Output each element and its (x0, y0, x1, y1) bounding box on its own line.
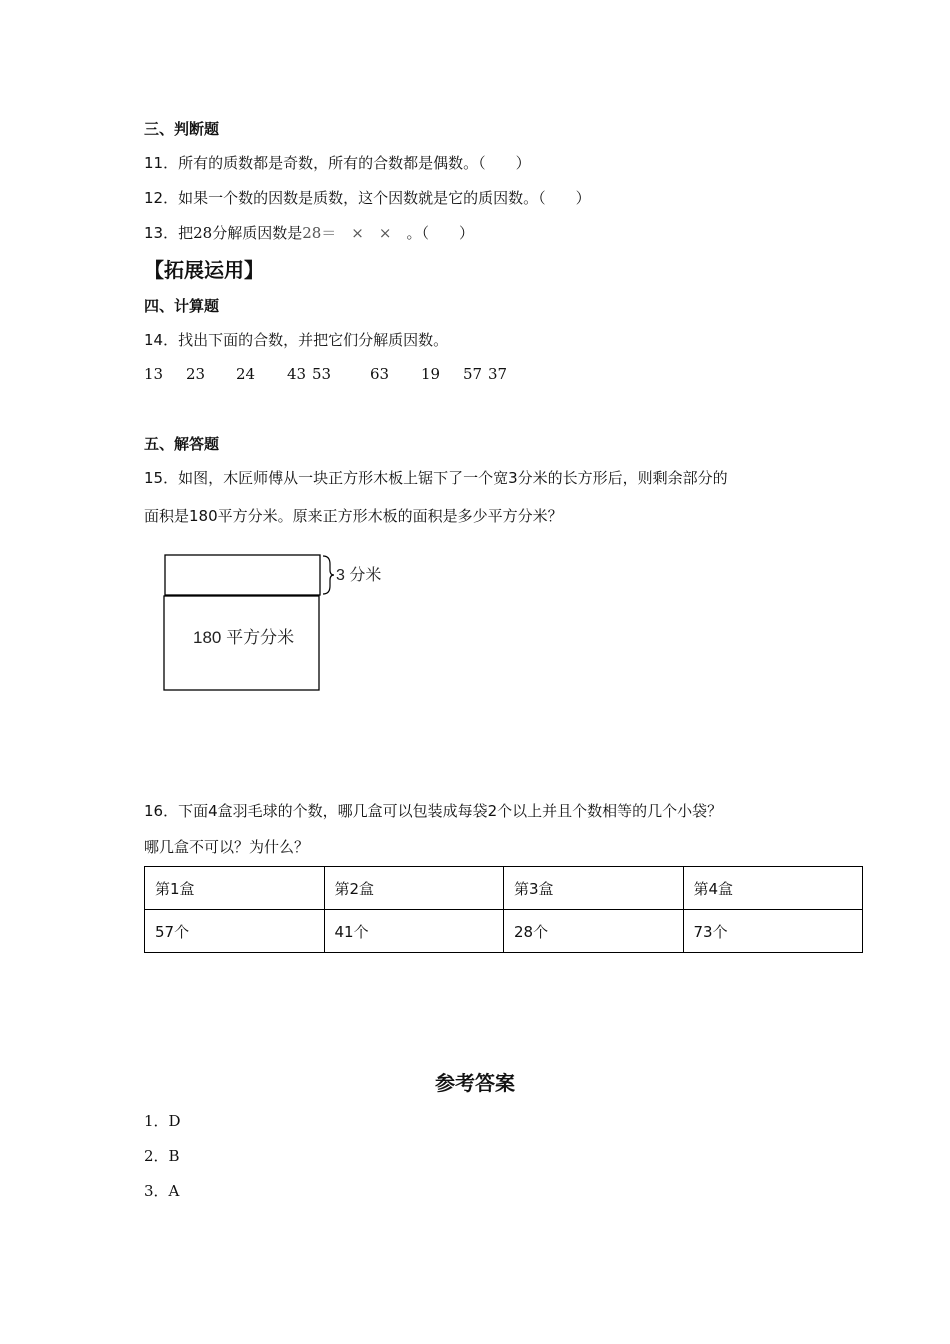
extension-heading: 【拓展运用】 (144, 258, 264, 282)
width-brace (323, 556, 334, 594)
number-item: 53 (312, 365, 332, 383)
question-13-prefix: 13．把 (144, 224, 194, 242)
question-16-line-1: 16．下面4盒羽毛球的个数，哪几盒可以包装成每袋2个以上并且个数相等的几个小袋？ (144, 802, 723, 820)
question-11: 11．所有的质数都是奇数，所有的合数都是偶数。（ ） (144, 154, 531, 172)
answer-item: 2．B (144, 1147, 180, 1165)
number-item: 57 (463, 365, 483, 383)
answers-title: 参考答案 (435, 1071, 515, 1095)
table-cell: 28个 (504, 910, 684, 953)
shuttlecock-table (144, 866, 863, 953)
board-diagram (160, 550, 420, 704)
area-label: 180 平方分米 (193, 628, 295, 647)
section-3-title: 三、判断题 (144, 120, 220, 138)
table-header-cell: 第2盒 (324, 867, 504, 910)
table-cell: 57个 (145, 910, 325, 953)
section-4-title: 四、计算题 (144, 297, 220, 315)
question-16-line-2: 哪几盒不可以？为什么？ (144, 838, 310, 856)
question-13-formula: 28＝ × × (302, 224, 407, 242)
number-item: 23 (186, 365, 206, 383)
table-header-cell: 第3盒 (504, 867, 684, 910)
number-item: 13 (144, 365, 164, 383)
table-header-cell: 第4盒 (683, 867, 863, 910)
table-cell: 73个 (683, 910, 863, 953)
width-label: 3 分米 (336, 567, 382, 584)
number-list (0, 365, 950, 385)
number-item: 37 (488, 365, 508, 383)
table-row (145, 910, 863, 953)
question-12: 12．如果一个数的因数是质数，这个因数就是它的质因数。（ ） (144, 189, 591, 207)
question-13-mid: 分解质因数是 (212, 224, 303, 242)
answer-item: 1．D (144, 1112, 181, 1130)
table-header-cell: 第1盒 (145, 867, 325, 910)
number-item: 19 (421, 365, 441, 383)
question-15-line-1: 15．如图，木匠师傅从一块正方形木板上锯下了一个宽3分米的长方形后，则剩余部分的 (144, 469, 728, 487)
question-13-number: 28 (193, 224, 213, 242)
question-13 (144, 222, 474, 243)
question-13-suffix: 。（ ） (406, 224, 474, 242)
board-diagram-svg (160, 550, 420, 700)
table-cell: 41个 (324, 910, 504, 953)
cut-strip-rect (165, 555, 320, 595)
number-item: 43 (287, 365, 307, 383)
table-row (145, 867, 863, 910)
number-item: 63 (370, 365, 390, 383)
answer-item: 3．A (144, 1182, 180, 1200)
question-15-line-2: 面积是180平方分米。原来正方形木板的面积是多少平方分米？ (144, 507, 563, 525)
question-14: 14．找出下面的合数，并把它们分解质因数。 (144, 331, 449, 349)
section-5-title: 五、解答题 (144, 435, 220, 453)
number-item: 24 (236, 365, 256, 383)
